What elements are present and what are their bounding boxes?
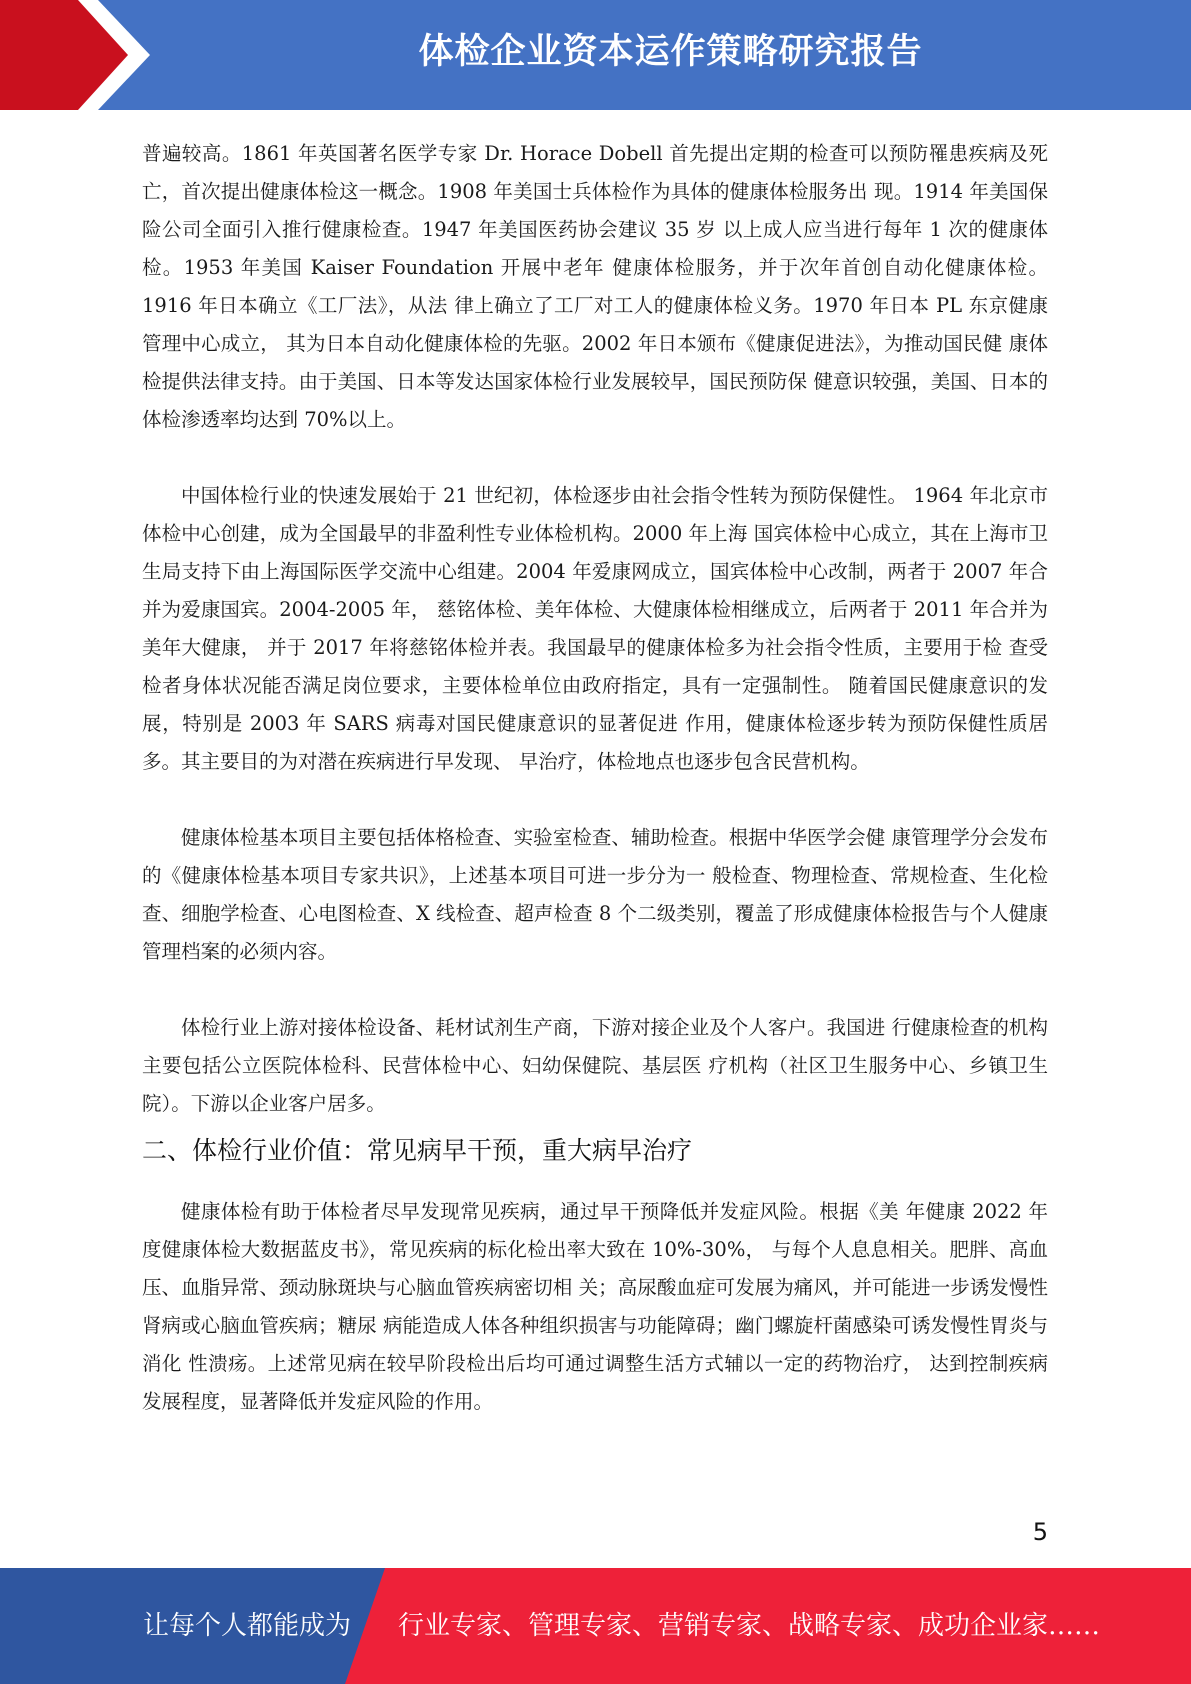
paragraph-industry-value: 健康体检有助于体检者尽早发现常见疾病，通过早干预降低并发症风险。根据《美 年健康 2022 年度健康体检大数据蓝皮书》，常见疾病的标化检出率大致在 10%-30%， 与每个人息息相关。肥胖、高血压、血脂异常、颈动脉斑块与心脑血管疾病密切相 关；高尿酸血症可发展为痛风，并可能进一步诱发慢性肾病或心脑血管疾病；糖尿 病能造成人体各种组织损害与功能障碍；幽门螺旋杆菌感染可诱发慢性胃炎与消化 性溃疡。上述常见病在较早阶段检出后均可通过调整生活方式辅以一定的药物治疗， 达到控制疾病发展程度，显著降低并发症风险的作用。 — [142, 1200, 1048, 1413]
footer-slogan-right: 行业专家、管理专家、营销专家、战略专家、成功企业家…… — [398, 1611, 1101, 1641]
header-chevron-decoration — [0, 0, 160, 110]
page-header — [0, 0, 1191, 110]
document-body — [142, 135, 1048, 1421]
page-number: 5 — [1032, 1518, 1048, 1546]
paragraph-basic-items: 健康体检基本项目主要包括体格检查、实验室检查、辅助检查。根据中华医学会健 康管理学分会发布的《健康体检基本项目专家共识》，上述基本项目可进一步分为一 般检查、物理检查、常规检查、生化检查、细胞学检查、心电图检查、X 线检查、超声检查 8 个二级类别，覆盖了形成健康体检报告与个人健康管理档案的必须内容。 — [142, 826, 1048, 963]
section-heading: 二、体检行业价值：常见病早干预，重大病早治疗 — [142, 1136, 693, 1165]
report-title: 体检企业资本运作策略研究报告 — [418, 32, 923, 72]
page-footer — [0, 1568, 1191, 1684]
paragraph-history-china: 中国体检行业的快速发展始于 21 世纪初，体检逐步由社会指令性转为预防保健性。 1964 年北京市体检中心创建，成为全国最早的非盈利性专业体检机构。2000 年上海 国宾体检中心成立，其在上海市卫生局支持下由上海国际医学交流中心组建。2004 年爱康网成立，国宾体检中心改制，两者于 2007 年合并为爱康国宾。2004-2005 年， 慈铭体检、美年体检、大健康体检相继成立，后两者于 2011 年合并为美年大健康， 并于 2017 年将慈铭体检并表。我国最早的健康体检多为社会指令性质，主要用于检 查受检者身体状况能否满足岗位要求，主要体检单位由政府指定，具有一定强制性。 随着国民健康意识的发展，特别是 2003 年 SARS 病毒对国民健康意识的显著促进 作用，健康体检逐步转为预防保健性质居多。其主要目的为对潜在疾病进行早发现、 早治疗，体检地点也逐步包含民营机构。 — [142, 484, 1048, 773]
paragraph-industry-chain: 体检行业上游对接体检设备、耗材试剂生产商，下游对接企业及个人客户。我国进 行健康检查的机构主要包括公立医院体检科、民营体检中心、妇幼保健院、基层医 疗机构（社区卫生服务中心、乡镇卫生院）。下游以企业客户居多。 — [142, 1016, 1048, 1115]
paragraph-history-abroad: 普遍较高。1861 年英国著名医学专家 Dr. Horace Dobell 首先提出定期的检查可以预防罹患疾病及死 亡，首次提出健康体检这一概念。1908 年美国士兵体检作为具体的健康体检服务出 现。1914 年美国保险公司全面引入推行健康检查。1947 年美国医药协会建议 35 岁 以上成人应当进行每年 1 次的健康体检。1953 年美国 Kaiser Foundation 开展中老年 健康体检服务，并于次年首创自动化健康体检。1916 年日本确立《工厂法》，从法 律上确立了工厂对工人的健康体检义务。1970 年日本 PL 东京健康管理中心成立， 其为日本自动化健康体检的先驱。2002 年日本颁布《健康促进法》，为推动国民健 康体检提供法律支持。由于美国、日本等发达国家体检行业发展较早，国民预防保 健意识较强，美国、日本的体检渗透率均达到 70%以上。 — [142, 142, 1048, 431]
footer-slogan-left: 让每个人都能成为 — [143, 1611, 352, 1641]
